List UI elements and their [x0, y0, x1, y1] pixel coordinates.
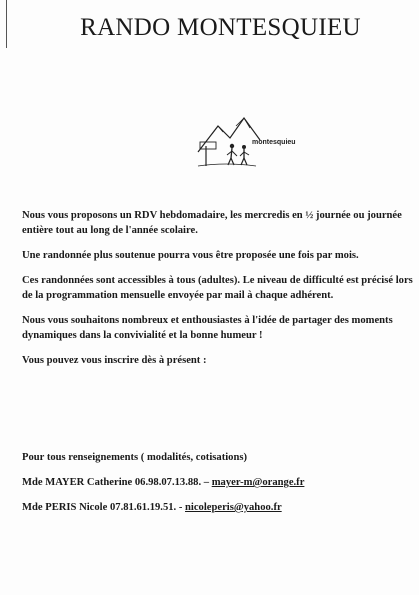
contacts-section [22, 452, 414, 527]
logo-text: montesquieu [252, 139, 296, 146]
paragraph-register: Vous pouvez vous inscrire dès à présent : [22, 355, 207, 366]
contact-details: Mde MAYER Catherine 06.98.07.13.88. – [22, 477, 212, 488]
body-text [22, 208, 414, 378]
paragraph-welcome: Nous vous souhaitons nombreux et enthousiastes à l'idée de partager des moments dynamiques dans la convivialité et la bonne humeur ! [22, 315, 393, 341]
contact-line [22, 477, 414, 488]
contact-line [22, 502, 414, 513]
hiking-logo-icon [196, 112, 316, 170]
paragraph-accessibility: Ces randonnées sont accessibles à tous (adultes). Le niveau de difficulté est précisé lors de la programmation mensuelle envoyée par mail à chaque adhérent. [22, 275, 413, 301]
email-link[interactable]: nicoleperis@yahoo.fr [185, 502, 282, 513]
contact-details: Mde PERIS Nicole 07.81.61.19.51. - [22, 502, 186, 513]
contacts-intro: Pour tous renseignements ( modalités, cotisations) [22, 452, 248, 463]
paragraph-schedule: Nous vous proposons un RDV hebdomadaire, les mercredis en ½ journée ou journée entière tout au long de l'année scolaire. [22, 210, 402, 236]
paragraph-monthly: Une randonnée plus soutenue pourra vous être proposée une fois par mois. [22, 250, 359, 261]
page-title: RANDO MONTESQUIEU [80, 14, 361, 41]
email-link[interactable]: mayer-m@orange.fr [211, 477, 305, 488]
